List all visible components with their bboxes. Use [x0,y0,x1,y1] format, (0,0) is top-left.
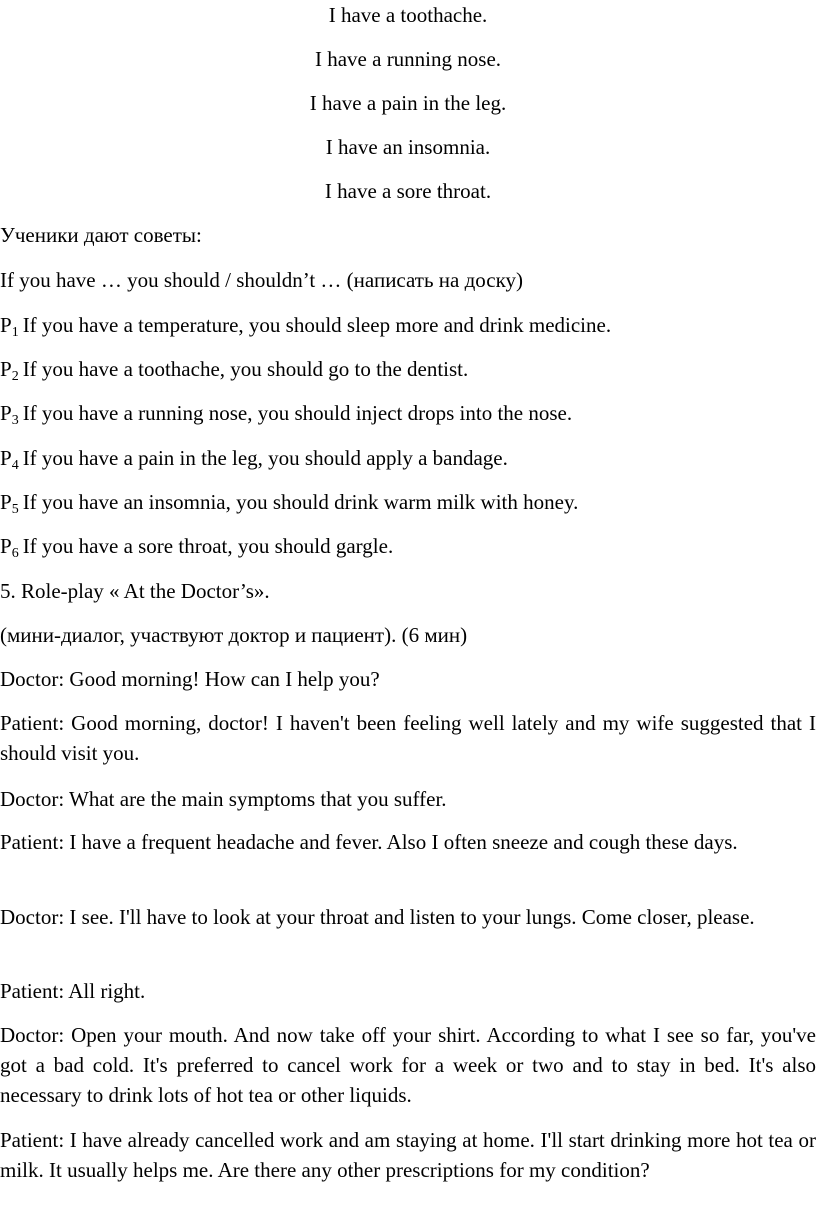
advice-text: If you have an insomnia, you should drink warm milk with honey. [22,490,579,514]
dialogue-line: Doctor: Open your mouth. And now take off your shirt. According to what I see so far, you've got a bad cold. It's preferred to cancel work for a week or two and to stay in bed. It's also necessary to drink lots of hot tea or other liquids. [0,1023,816,1107]
pupil-label: P [0,490,12,514]
advice-intro: Ученики дают советы: [0,223,202,247]
pupil-advice-line [0,531,816,565]
advice-pattern: If you have … you should / shouldn’t … (написать на доску) [0,268,524,292]
pupil-number: 6 [11,546,19,561]
pupil-advice-line [0,398,816,432]
pupil-label: P [0,534,12,558]
pupil-advice-line [0,443,816,477]
symptom-line: I have a running nose. [314,47,502,71]
pupil-number: 3 [11,413,19,428]
dialogue-line: Doctor: What are the main symptoms that you suffer. [0,787,447,811]
dialogue-line: Patient: All right. [0,979,146,1003]
symptom-line: I have an insomnia. [325,135,491,159]
pupil-label: P [0,313,12,337]
dialogue-line: Patient: Good morning, doctor! I haven't been feeling well lately and my wife suggested that I should visit you. [0,711,816,765]
advice-text: If you have a temperature, you should sleep more and drink medicine. [22,313,612,337]
symptom-line: I have a pain in the leg. [309,91,507,115]
dialogue-line: Patient: I have a frequent headache and fever. Also I often sneeze and cough these days. [0,830,738,854]
pupil-number: 4 [11,458,19,473]
symptom-line: I have a sore throat. [324,179,492,203]
pupil-number: 2 [11,369,19,384]
pupil-number: 1 [11,325,19,340]
pupil-label: P [0,357,12,381]
dialogue-line: Doctor: Good morning! How can I help you? [0,667,380,691]
dialogue-line: Doctor: I see. I'll have to look at your throat and listen to your lungs. Come closer, please. [0,905,755,929]
advice-text: If you have a pain in the leg, you should apply a bandage. [22,446,508,470]
symptom-line: I have a toothache. [328,3,488,27]
advice-text: If you have a sore throat, you should gargle. [22,534,394,558]
roleplay-heading: 5. Role-play « At the Doctor’s». [0,579,270,603]
advice-text: If you have a toothache, you should go to the dentist. [22,357,469,381]
pupil-label: P [0,446,12,470]
advice-text: If you have a running nose, you should inject drops into the nose. [22,401,573,425]
roleplay-note: (мини-диалог, участвуют доктор и пациент). (6 мин) [0,623,468,647]
dialogue-line: Patient: I have already cancelled work and am staying at home. I'll start drinking more hot tea or milk. It usually helps me. Are there any other prescriptions for my condition? [0,1128,816,1182]
pupil-advice-line [0,310,816,344]
pupil-advice-line [0,354,816,388]
pupil-advice-line [0,487,816,521]
pupil-label: P [0,401,12,425]
pupil-number: 5 [11,502,19,517]
